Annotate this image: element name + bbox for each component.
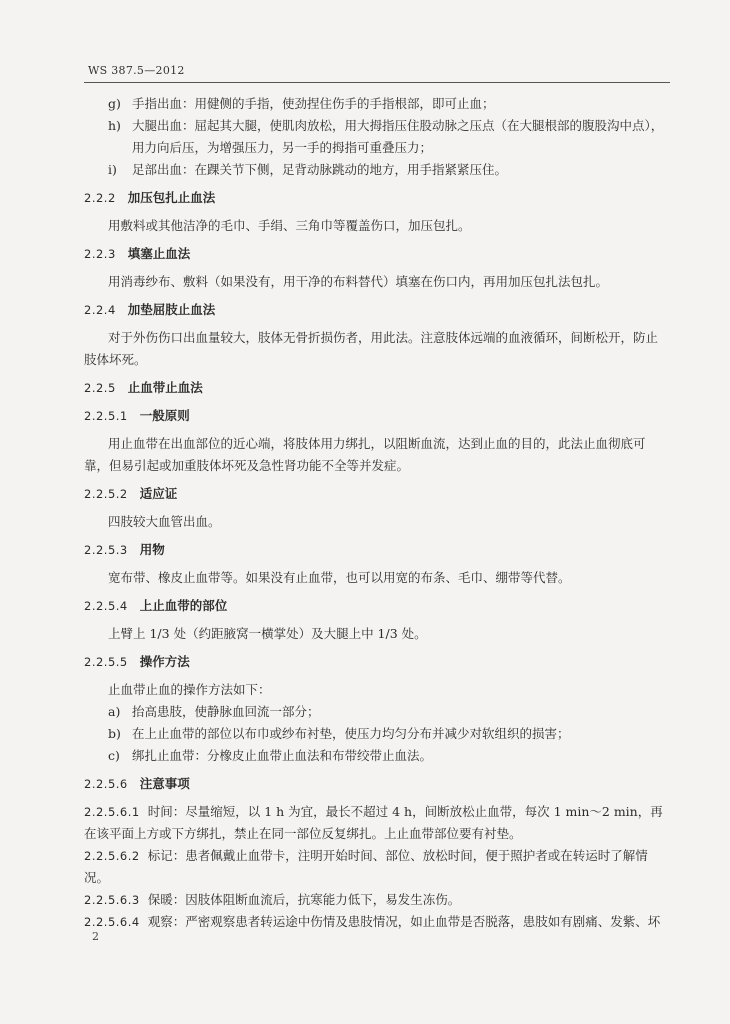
list-label: i) — [108, 162, 117, 177]
list-item — [84, 159, 666, 181]
paragraph: 宽布带、橡皮止血带等。如果没有止血带，也可以用宽的布条、毛巾、绷带等代替。 — [108, 570, 571, 585]
section-heading — [84, 539, 666, 561]
paragraph: 对于外伤伤口出血量较大，肢体无骨折损伤者，用此法。注意肢体远端的血液循环，间断松开，防止肢体坏死。 — [84, 330, 659, 367]
list-item — [84, 723, 666, 745]
section-heading — [84, 595, 666, 617]
section-heading — [84, 651, 666, 673]
numbered-item — [84, 911, 666, 933]
item-text: 时间：尽量缩短，以 1 h 为宜，最长不超过 4 h，间断放松止血带，每次 1 min～2 min，再在该平面上方或下方绑扎，禁止在同一部位反复绑扎。上止血带部位要有衬垫。 — [84, 804, 663, 841]
standard-number: WS 387.5—2012 — [88, 64, 185, 77]
list-label: h) — [108, 118, 121, 133]
section-heading — [84, 405, 666, 427]
paragraph: 用止血带在出血部位的近心端，将肢体用力绑扎，以阻断血流，达到止血的目的，此法止血彻底可靠，但易引起或加重肢体坏死及急性肾功能不全等并发症。 — [84, 436, 646, 473]
paragraph: 上臂上 1/3 处（约距腋窝一横掌处）及大腿上中 1/3 处。 — [108, 626, 427, 641]
section-number: 2.2.5.3 — [84, 543, 128, 557]
list-item — [84, 745, 666, 767]
section-heading — [84, 299, 666, 321]
section-heading — [84, 773, 666, 795]
section-number: 2.2.5.4 — [84, 599, 128, 613]
section-heading — [84, 483, 666, 505]
list-label: a) — [108, 704, 121, 719]
item-number: 2.2.5.6.3 — [84, 893, 140, 907]
document-body — [84, 93, 666, 933]
paragraph: 用消毒纱布、敷料（如果没有，用干净的布料替代）填塞在伤口内，再用加压包扎法包扎。 — [108, 274, 609, 289]
section-number: 2.2.5.1 — [84, 409, 128, 423]
numbered-item — [84, 889, 666, 911]
section-title: 适应证 — [139, 486, 178, 501]
item-text: 标记：患者佩戴止血带卡，注明开始时间、部位、放松时间，便于照护者或在转运时了解情况。 — [84, 848, 648, 885]
section-number: 2.2.5.6 — [84, 777, 128, 791]
item-text: 保暖：因肢体阻断血流后，抗寒能力低下，易发生冻伤。 — [147, 892, 461, 907]
item-number: 2.2.5.6.2 — [84, 849, 140, 863]
list-label: b) — [108, 726, 121, 741]
section-title: 一般原则 — [139, 408, 190, 423]
section-title: 用物 — [139, 542, 165, 557]
item-number: 2.2.5.6.1 — [84, 805, 140, 819]
list-text: 抬高患肢，使静脉血回流一部分； — [132, 704, 320, 719]
section-number: 2.2.2 — [84, 191, 116, 205]
list-text: 手指出血：用健侧的手指，使劲捏住伤手的手指根部，即可止血； — [132, 96, 495, 111]
numbered-item — [84, 801, 666, 845]
section-heading — [84, 377, 666, 399]
list-text: 足部出血：在踝关节下侧，足背动脉跳动的地方，用手指紧紧压住。 — [132, 162, 508, 177]
list-item — [84, 115, 666, 137]
section-number: 2.2.5 — [84, 381, 116, 395]
paragraph: 止血带止血的操作方法如下： — [108, 682, 271, 697]
section-heading — [84, 187, 666, 209]
section-number: 2.2.4 — [84, 303, 116, 317]
list-text: 大腿出血：屈起其大腿，使肌肉放松，用大拇指压住股动脉之压点（在大腿根部的腹股沟中点）， — [132, 118, 664, 133]
paragraph: 用敷料或其他洁净的毛巾、手绢、三角巾等覆盖伤口，加压包扎。 — [108, 218, 471, 233]
page-number: 2 — [92, 930, 99, 943]
item-text: 观察：严密观察患者转运途中伤情及患肢情况，如止血带是否脱落，患肢如有剧痛、发紫、坏 — [147, 914, 661, 929]
list-continuation: 用力向后压，为增强压力，另一手的拇指可重叠压力； — [132, 140, 433, 155]
section-title: 上止血带的部位 — [139, 598, 228, 613]
list-text: 在上止血带的部位以布巾或纱布衬垫，使压力均匀分布并减少对软组织的损害； — [132, 726, 570, 741]
list-item — [84, 93, 666, 115]
list-label: g) — [108, 96, 121, 111]
header-rule — [84, 82, 670, 83]
section-number: 2.2.5.2 — [84, 487, 128, 501]
section-number: 2.2.5.5 — [84, 655, 128, 669]
item-number: 2.2.5.6.4 — [84, 915, 140, 929]
section-title: 加压包扎止血法 — [127, 190, 216, 205]
section-title: 注意事项 — [139, 776, 190, 791]
section-number: 2.2.3 — [84, 247, 116, 261]
list-label: c) — [108, 748, 120, 763]
section-title: 填塞止血法 — [127, 246, 191, 261]
numbered-item — [84, 845, 666, 889]
section-heading — [84, 243, 666, 265]
section-title: 加垫屈肢止血法 — [127, 302, 216, 317]
section-title: 操作方法 — [139, 654, 190, 669]
list-item — [84, 701, 666, 723]
paragraph: 四肢较大血管出血。 — [108, 514, 221, 529]
list-text: 绑扎止血带：分橡皮止血带止血法和布带绞带止血法。 — [132, 748, 433, 763]
section-title: 止血带止血法 — [127, 380, 203, 395]
